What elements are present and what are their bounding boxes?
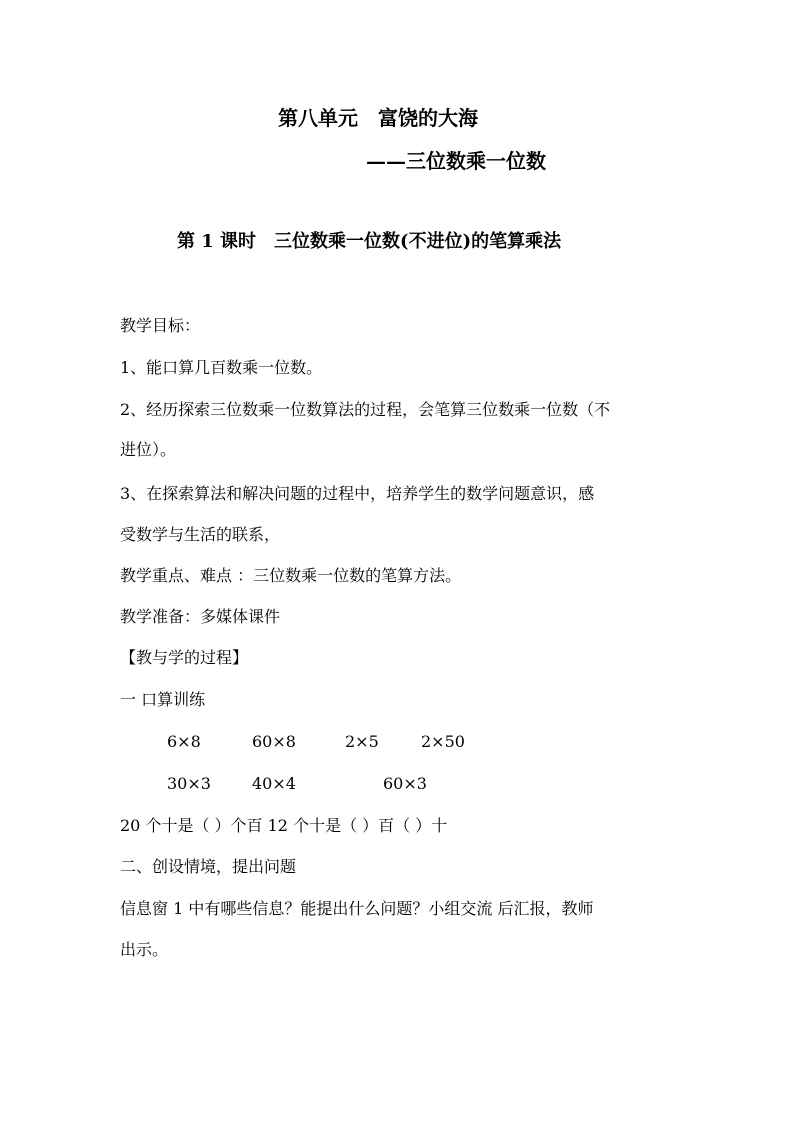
- oral-expression: 6×8: [167, 732, 201, 751]
- goals-label: 教学目标：: [120, 316, 201, 335]
- oral-expression: 40×4: [252, 774, 296, 793]
- goal-1: 1、能口算几百数乘一位数。: [120, 358, 323, 377]
- oral-expression: 2×5: [345, 732, 379, 751]
- unit-title: 第八单元 富饶的大海: [278, 106, 478, 130]
- unit-subtitle: ——三位数乘一位数: [366, 149, 546, 173]
- oral-expression: 2×50: [421, 732, 465, 751]
- oral-expression: 60×3: [383, 774, 427, 793]
- key-points: 教学重点、难点 ：三位数乘一位数的笔算方法。: [120, 566, 462, 585]
- process-title: 【教与学的过程】: [120, 648, 249, 667]
- goal-3-line-1: 3、在探索算法和解决问题的过程中，培养学生的数学问题意识，感: [120, 484, 595, 503]
- lesson-title: 第 1 课时 三位数乘一位数(不进位)的笔算乘法: [177, 231, 562, 252]
- section-2-title: 二、创设情境，提出问题: [120, 857, 297, 876]
- info-window-line-2: 出示。: [120, 940, 169, 959]
- goal-2-line-1: 2、经历探索三位数乘一位数算法的过程，会笔算三位数乘一位数（不: [120, 400, 611, 419]
- fill-in-blanks: 20 个十是（ ）个百 12 个十是（ ）百（ ）十: [120, 816, 448, 835]
- info-window-line-1: 信息窗 1 中有哪些信息？能提出什么问题？小组交流 后汇报，教师: [120, 899, 594, 918]
- goal-3-line-2: 受数学与生活的联系，: [120, 525, 281, 544]
- oral-expression: 30×3: [167, 774, 211, 793]
- goal-2-line-2: 进位）。: [120, 440, 177, 459]
- oral-expression: 60×8: [252, 732, 296, 751]
- section-1-title: 一 口算训练: [120, 690, 206, 709]
- teaching-preparation: 教学准备：多媒体课件: [120, 607, 281, 626]
